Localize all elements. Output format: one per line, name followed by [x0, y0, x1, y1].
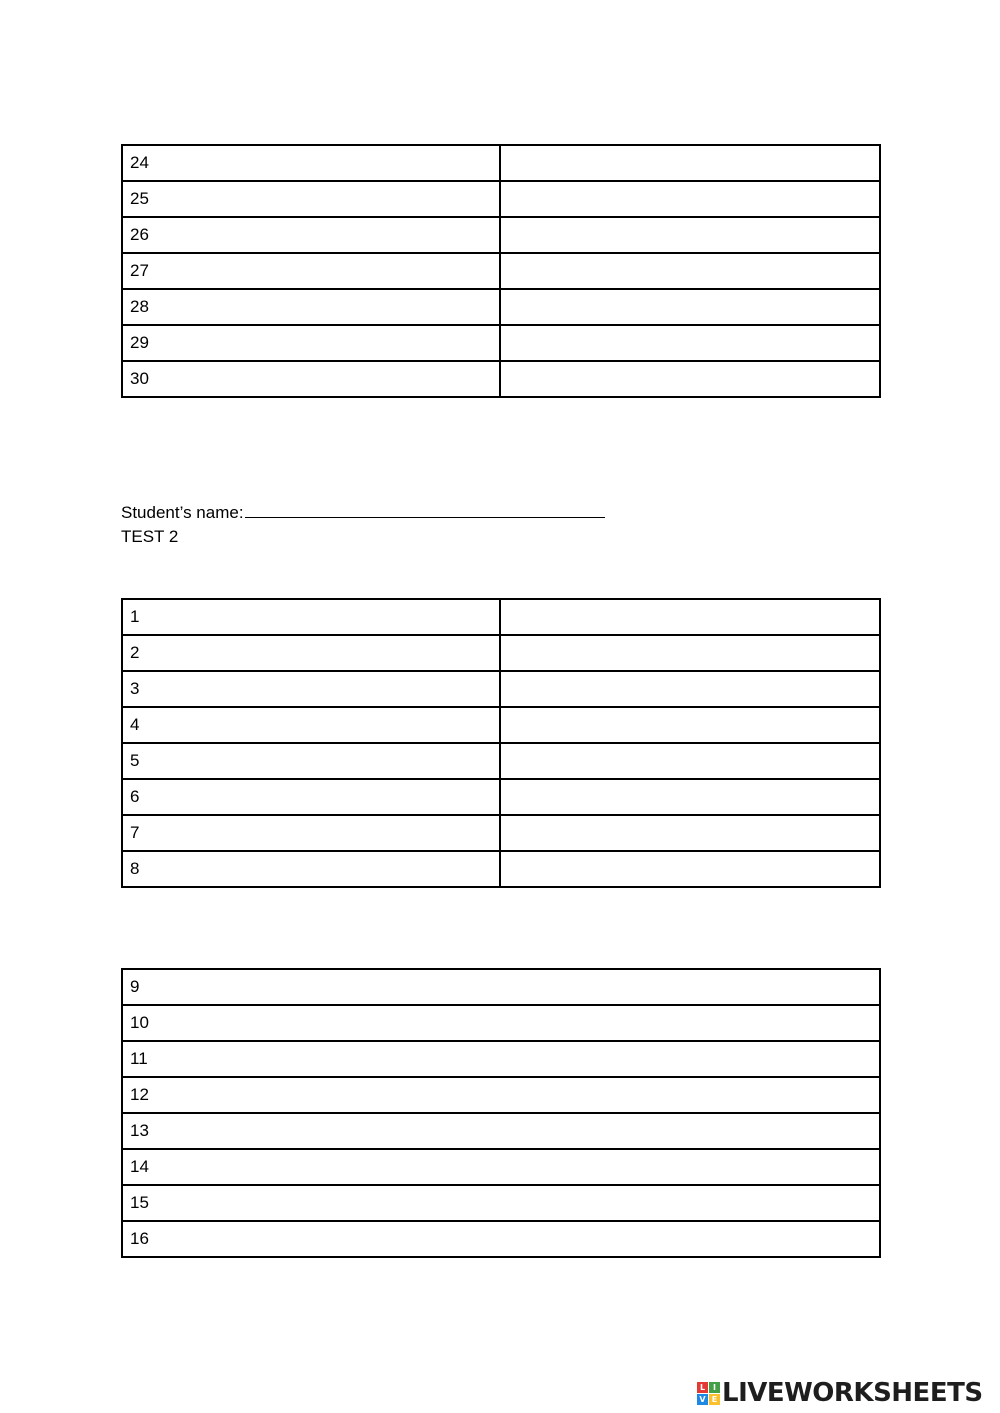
- question-number-cell[interactable]: 11: [122, 1041, 880, 1077]
- logo-tile: V: [697, 1394, 708, 1405]
- question-number-cell: 26: [122, 217, 500, 253]
- table-row: [122, 815, 880, 851]
- answer-cell[interactable]: [500, 181, 880, 217]
- question-number-cell: 6: [122, 779, 500, 815]
- answer-cell[interactable]: [500, 707, 880, 743]
- answer-cell[interactable]: [500, 671, 880, 707]
- question-number-cell: 24: [122, 145, 500, 181]
- question-number-cell[interactable]: 15: [122, 1185, 880, 1221]
- student-name-row: [121, 500, 605, 525]
- question-number-cell: 4: [122, 707, 500, 743]
- logo-tile: I: [709, 1382, 720, 1393]
- question-number-cell: 3: [122, 671, 500, 707]
- table-row: [122, 635, 880, 671]
- table-row: [122, 969, 880, 1005]
- question-number-cell[interactable]: 12: [122, 1077, 880, 1113]
- answer-cell[interactable]: [500, 743, 880, 779]
- question-number-cell: 2: [122, 635, 500, 671]
- question-number-cell: 27: [122, 253, 500, 289]
- answer-table-24-30: [121, 144, 881, 398]
- question-number-cell: 5: [122, 743, 500, 779]
- answer-cell[interactable]: [500, 145, 880, 181]
- answer-cell[interactable]: [500, 253, 880, 289]
- table-row: [122, 1185, 880, 1221]
- question-number-cell: 7: [122, 815, 500, 851]
- table-row: [122, 851, 880, 887]
- table-row: [122, 1113, 880, 1149]
- table-row: [122, 181, 880, 217]
- table-row: [122, 145, 880, 181]
- table-row: [122, 253, 880, 289]
- question-number-cell: 29: [122, 325, 500, 361]
- table-row: [122, 289, 880, 325]
- table-row: [122, 1005, 880, 1041]
- question-number-cell: 8: [122, 851, 500, 887]
- logo-tile: L: [697, 1382, 708, 1393]
- table-row: [122, 671, 880, 707]
- logo-tile: E: [709, 1394, 720, 1405]
- answer-cell[interactable]: [500, 289, 880, 325]
- answer-cell[interactable]: [500, 815, 880, 851]
- student-name-line[interactable]: [245, 500, 605, 518]
- question-number-cell[interactable]: 16: [122, 1221, 880, 1257]
- answer-cell[interactable]: [500, 635, 880, 671]
- table-row: [122, 361, 880, 397]
- table-row: [122, 779, 880, 815]
- question-number-cell: 1: [122, 599, 500, 635]
- student-header: [121, 500, 605, 549]
- table-row: [122, 217, 880, 253]
- table-row: [122, 1077, 880, 1113]
- answer-cell[interactable]: [500, 851, 880, 887]
- table-row: [122, 1041, 880, 1077]
- table-row: [122, 325, 880, 361]
- table-row: [122, 1221, 880, 1257]
- question-number-cell[interactable]: 10: [122, 1005, 880, 1041]
- question-number-cell[interactable]: 13: [122, 1113, 880, 1149]
- question-number-cell[interactable]: 9: [122, 969, 880, 1005]
- table-row: [122, 1149, 880, 1185]
- answer-cell[interactable]: [500, 325, 880, 361]
- test-title: TEST 2: [121, 527, 179, 546]
- answer-table-9-16: [121, 968, 881, 1258]
- liveworksheets-brand: [697, 1378, 983, 1408]
- question-number-cell: 30: [122, 361, 500, 397]
- answer-cell[interactable]: [500, 779, 880, 815]
- answer-cell[interactable]: [500, 599, 880, 635]
- table-row: [122, 743, 880, 779]
- table-row: [122, 707, 880, 743]
- student-name-label: Student’s name:: [121, 503, 244, 522]
- question-number-cell: 28: [122, 289, 500, 325]
- answer-cell[interactable]: [500, 217, 880, 253]
- question-number-cell[interactable]: 14: [122, 1149, 880, 1185]
- table-row: [122, 599, 880, 635]
- question-number-cell: 25: [122, 181, 500, 217]
- answer-cell[interactable]: [500, 361, 880, 397]
- liveworksheets-logo-icon: [697, 1382, 720, 1405]
- brand-wordmark: LIVEWORKSHEETS: [722, 1378, 983, 1408]
- answer-table-1-8: [121, 598, 881, 888]
